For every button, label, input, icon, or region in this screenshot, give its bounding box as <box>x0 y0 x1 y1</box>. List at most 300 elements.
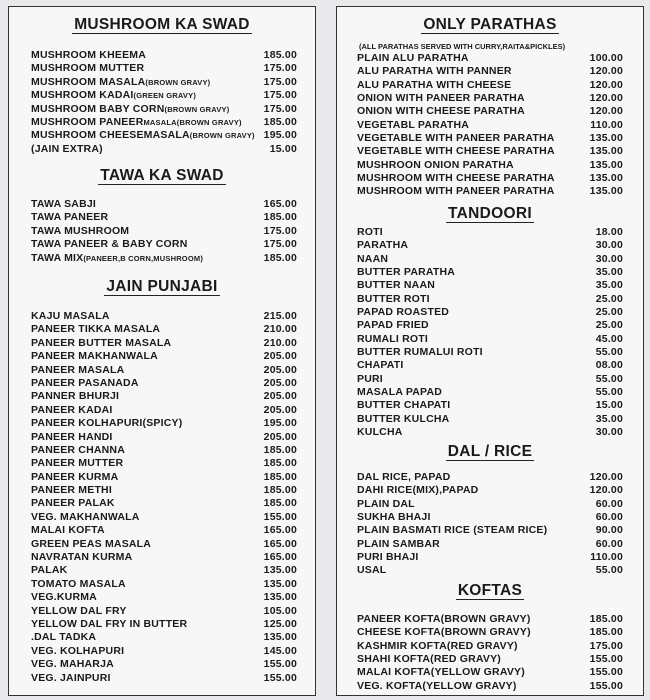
item-list <box>337 52 643 199</box>
section-parathas <box>337 15 643 199</box>
menu-item <box>9 323 315 336</box>
item-name <box>357 266 455 279</box>
item-name <box>31 225 129 238</box>
item-name-text: MUSHROOM CHEESEMASALA <box>31 129 190 142</box>
item-price: 120.00 <box>589 65 623 78</box>
item-price: 55.00 <box>595 346 623 359</box>
section-title: KOFTAS <box>457 582 523 599</box>
menu-item <box>9 62 315 75</box>
item-name-text: ONION WITH PANEER PARATHA <box>357 92 525 105</box>
item-price: 175.00 <box>263 224 297 237</box>
menu-item <box>9 76 315 89</box>
item-name <box>31 377 139 390</box>
menu-item <box>337 105 643 118</box>
item-name <box>357 185 555 198</box>
item-name-text: YELLOW DAL FRY <box>31 604 127 617</box>
item-price: 185.00 <box>263 457 297 470</box>
menu-item <box>9 591 315 604</box>
item-name <box>357 399 450 412</box>
menu-item <box>9 143 315 156</box>
menu-item <box>9 578 315 591</box>
item-name <box>357 524 547 537</box>
menu-item <box>337 471 643 484</box>
menu-item <box>337 119 643 132</box>
item-name-text: PANEER MAKHANWALA <box>31 350 158 363</box>
item-name <box>357 359 404 372</box>
item-name-text: MUSHROOM PANEER <box>31 115 144 128</box>
item-name-text: PANNER BHURJI <box>31 390 120 403</box>
item-price: 145.00 <box>263 644 297 657</box>
item-price: 210.00 <box>263 323 297 336</box>
item-price: 210.00 <box>263 336 297 349</box>
item-name-text: PANEER CHANNA <box>31 443 125 456</box>
item-note: (GREEN GRAVY) <box>133 91 197 101</box>
item-name <box>31 497 115 510</box>
menu-item <box>9 564 315 577</box>
item-name <box>357 279 435 292</box>
item-name-text: PURI BHAJI <box>357 551 419 564</box>
item-name <box>31 143 103 156</box>
item-name-text: ALU PARATHA WITH PANNER <box>357 65 512 78</box>
item-name-text: PANEER HANDI <box>31 430 113 443</box>
item-name-text: MUSHROOM KHEEMA <box>31 49 146 61</box>
item-name <box>31 350 158 363</box>
item-price: 60.00 <box>595 511 623 524</box>
item-name-text: PANEER PALAK <box>31 497 115 510</box>
menu-item <box>9 404 315 417</box>
item-price: 185.00 <box>263 211 297 224</box>
item-name <box>31 457 123 470</box>
item-name-text: PANEER KADAI <box>31 403 113 416</box>
item-name-text: BUTTER KULCHA <box>357 412 450 425</box>
item-name <box>357 386 442 399</box>
menu-item <box>9 364 315 377</box>
menu-item <box>337 564 643 577</box>
item-price: 135.00 <box>263 564 297 577</box>
item-name-text: ONION WITH CHEESE PARATHA <box>357 105 525 118</box>
item-name <box>357 306 449 319</box>
item-name <box>357 346 483 359</box>
item-name <box>31 578 126 591</box>
item-note: (BROWN GRAVY) <box>189 131 255 141</box>
menu-item <box>337 640 643 653</box>
menu-item <box>337 172 643 185</box>
item-price: 155.00 <box>589 653 623 666</box>
item-name <box>357 640 518 653</box>
item-name-text: TAWA PANEER <box>31 211 109 224</box>
menu-item <box>337 145 643 158</box>
menu-item <box>337 293 643 306</box>
item-name-text: KULCHA <box>357 426 403 439</box>
item-price: 175.00 <box>263 89 297 102</box>
item-price: 30.00 <box>595 239 623 252</box>
item-name <box>357 319 429 332</box>
item-price: 185.00 <box>589 613 623 625</box>
item-name <box>31 645 124 658</box>
item-name-text: NAVRATAN KURMA <box>31 551 133 564</box>
menu-item <box>9 417 315 430</box>
menu-item <box>337 484 643 497</box>
item-price: 185.00 <box>263 497 297 510</box>
item-name <box>357 253 388 266</box>
menu-item <box>337 306 643 319</box>
item-name <box>357 239 408 252</box>
menu-item <box>337 266 643 279</box>
item-price: 90.00 <box>595 524 623 537</box>
menu-item <box>337 511 643 524</box>
item-price: 35.00 <box>595 412 623 425</box>
menu-item <box>9 524 315 537</box>
menu-column-left <box>8 6 316 696</box>
item-name-text: BUTTER NAAN <box>357 279 436 292</box>
menu-item <box>9 457 315 470</box>
menu-item <box>337 319 643 332</box>
item-name-text: PANEER BUTTER MASALA <box>31 336 172 349</box>
item-price: 175.00 <box>263 102 297 115</box>
item-name <box>31 310 110 323</box>
item-price: 185.00 <box>589 626 623 639</box>
item-price: 185.00 <box>263 251 297 264</box>
item-price: 205.00 <box>263 390 297 403</box>
item-name <box>357 79 511 92</box>
menu-item <box>9 211 315 224</box>
item-name <box>31 658 114 671</box>
item-name <box>357 498 415 511</box>
item-name <box>357 680 517 693</box>
item-name-text: TAWA SABJI <box>31 198 97 210</box>
item-name-text: PANEER KURMA <box>31 470 119 483</box>
item-name <box>357 484 478 497</box>
menu-item <box>9 116 315 129</box>
item-name-text: PANEER KOLHAPURI(SPICY) <box>31 417 183 430</box>
menu-item <box>337 653 643 666</box>
item-name-text: VEG. MAKHANWALA <box>31 510 140 523</box>
item-name-text: SUKHA BHAJI <box>357 511 431 524</box>
menu-item <box>9 672 315 685</box>
item-name <box>357 105 525 118</box>
item-name-text: MUSHROON ONION PARATHA <box>357 158 514 171</box>
section-title: MUSHROOM KA SWAD <box>74 16 250 33</box>
item-price: 120.00 <box>589 78 623 91</box>
section-title: JAIN PUNJABI <box>106 278 218 295</box>
menu-item <box>9 390 315 403</box>
item-list <box>337 471 643 578</box>
item-price: 60.00 <box>595 537 623 550</box>
item-price: 175.00 <box>263 238 297 251</box>
item-name <box>357 333 428 346</box>
item-name-text: TAWA MUSHROOM <box>31 224 130 237</box>
item-price: 60.00 <box>595 497 623 510</box>
menu-item <box>9 310 315 323</box>
item-price: 55.00 <box>595 564 623 577</box>
item-list <box>337 613 643 693</box>
item-name <box>31 471 118 484</box>
item-price: 205.00 <box>263 430 297 443</box>
menu-item <box>9 551 315 564</box>
item-name-text: MUSHROOM MUTTER <box>31 62 145 75</box>
menu-item <box>9 238 315 251</box>
item-price: 120.00 <box>589 471 623 483</box>
item-list <box>9 310 315 685</box>
item-name-text: TAWA MIX <box>31 251 84 264</box>
item-name <box>357 613 531 626</box>
item-price: 195.00 <box>263 417 297 430</box>
item-price: 135.00 <box>263 631 297 644</box>
item-price: 18.00 <box>595 226 623 238</box>
item-price: 165.00 <box>263 198 297 210</box>
item-price: 155.00 <box>589 666 623 679</box>
menu-item <box>337 333 643 346</box>
item-price: 55.00 <box>595 372 623 385</box>
item-name-text: PALAK <box>31 564 68 577</box>
section-tawa <box>9 166 315 265</box>
item-name-text: PAPAD FRIED <box>357 319 429 332</box>
menu-column-right <box>336 6 644 696</box>
menu-item <box>337 92 643 105</box>
item-list <box>337 226 643 440</box>
item-name-text: GREEN PEAS MASALA <box>31 537 152 550</box>
item-name-text: CHEESE KOFTA(BROWN GRAVY) <box>357 626 531 639</box>
item-name-text: BUTTER PARATHA <box>357 266 456 279</box>
section-title: DAL / RICE <box>447 443 533 460</box>
section-note: (ALL PARATHAS SERVED WITH CURRY,RAITA&PICKLES) <box>359 42 566 51</box>
menu-item <box>337 253 643 266</box>
item-name <box>31 591 97 604</box>
item-name <box>357 511 431 524</box>
item-name <box>357 551 419 564</box>
item-price: 185.00 <box>263 115 297 128</box>
item-name <box>31 431 113 444</box>
item-name-text: VEG. KOFTA(YELLOW GRAVY) <box>357 679 517 692</box>
item-name <box>357 564 386 577</box>
item-note: MASALA(BROWN GRAVY) <box>143 117 242 127</box>
menu-item <box>337 524 643 537</box>
item-price: 155.00 <box>263 658 297 671</box>
item-name <box>31 551 132 564</box>
item-price: 165.00 <box>263 524 297 537</box>
item-name-text: VEG. KOLHAPURI <box>31 644 125 657</box>
item-name <box>31 417 182 430</box>
item-price: 25.00 <box>595 306 623 319</box>
item-name-text: CHAPATI <box>357 359 404 372</box>
menu-item <box>9 471 315 484</box>
item-name-text: PANEER TIKKA MASALA <box>31 323 161 336</box>
item-name-text: .DAL TADKA <box>31 631 97 644</box>
item-name-text: PANEER KOFTA(BROWN GRAVY) <box>357 613 531 625</box>
menu-item <box>337 52 643 65</box>
item-price: 165.00 <box>263 537 297 550</box>
item-name <box>31 211 108 224</box>
item-price: 30.00 <box>595 252 623 265</box>
item-name <box>357 626 531 639</box>
menu-item <box>337 498 643 511</box>
item-name-text: PLAIN SAMBAR <box>357 537 440 550</box>
item-name <box>357 132 555 145</box>
item-price: 195.00 <box>263 129 297 142</box>
item-name-text: BUTTER ROTI <box>357 292 430 305</box>
item-name <box>31 364 124 377</box>
menu-item <box>9 350 315 363</box>
menu-item <box>337 79 643 92</box>
item-name-text: PANEER PASANADA <box>31 376 139 389</box>
item-price: 08.00 <box>595 359 623 372</box>
menu-item <box>337 359 643 372</box>
item-price: 110.00 <box>590 118 623 131</box>
item-price: 185.00 <box>263 443 297 456</box>
item-name-text: NAAN <box>357 252 389 265</box>
item-price: 205.00 <box>263 376 297 389</box>
item-name <box>31 238 187 251</box>
item-name <box>357 52 469 65</box>
item-price: 175.00 <box>263 62 297 75</box>
item-name <box>31 76 210 89</box>
item-price: 205.00 <box>263 350 297 363</box>
item-name-text: (JAIN EXTRA) <box>31 142 103 155</box>
item-list <box>9 49 315 156</box>
menu-item <box>9 444 315 457</box>
section-mushroom <box>9 15 315 156</box>
item-name <box>31 605 127 618</box>
item-price: 135.00 <box>263 591 297 604</box>
item-name <box>357 426 403 439</box>
item-name <box>357 293 430 306</box>
item-price: 205.00 <box>263 403 297 416</box>
menu-item <box>9 89 315 102</box>
menu-item <box>337 386 643 399</box>
item-name-text: MUSHROOM MASALA <box>31 75 146 88</box>
menu-item <box>9 538 315 551</box>
item-price: 185.00 <box>263 484 297 497</box>
item-name <box>31 103 229 116</box>
item-name <box>31 62 144 75</box>
item-price: 45.00 <box>595 332 623 345</box>
menu-item <box>337 239 643 252</box>
item-name <box>31 323 160 336</box>
item-price: 185.00 <box>263 470 297 483</box>
menu-item <box>337 373 643 386</box>
item-name <box>31 484 112 497</box>
item-name-text: KASHMIR KOFTA(RED GRAVY) <box>357 639 518 652</box>
item-name <box>357 373 383 386</box>
section-title: TANDOORI <box>448 205 532 222</box>
item-name <box>357 159 514 172</box>
item-name-text: ROTI <box>357 226 383 238</box>
item-name-text: PLAIN DAL <box>357 497 415 510</box>
item-price: 155.00 <box>263 671 297 684</box>
menu-item <box>9 431 315 444</box>
item-name-text: PANEER MASALA <box>31 363 125 376</box>
item-name <box>357 92 525 105</box>
section-jain-punjabi <box>9 277 315 685</box>
item-price: 15.00 <box>595 399 623 412</box>
item-name-text: DAL RICE, PAPAD <box>357 471 451 483</box>
item-price: 135.00 <box>589 158 623 171</box>
menu-item <box>337 159 643 172</box>
menu-item <box>9 198 315 211</box>
item-name <box>357 413 449 426</box>
menu-item <box>9 511 315 524</box>
menu-item <box>337 132 643 145</box>
menu-item <box>337 65 643 78</box>
item-price: 175.00 <box>263 75 297 88</box>
item-price: 155.00 <box>263 510 297 523</box>
section-tandoori <box>337 204 643 440</box>
item-name <box>31 198 96 211</box>
item-name-text: MUSHROOM KADAI <box>31 89 134 102</box>
item-name <box>31 511 140 524</box>
item-price: 120.00 <box>589 484 623 497</box>
item-name-text: VEG.KURMA <box>31 591 97 604</box>
item-name <box>31 116 242 129</box>
item-name-text: BUTTER RUMALUI ROTI <box>357 346 483 359</box>
section-dal-rice <box>337 442 643 578</box>
item-name-text: USAL <box>357 564 387 577</box>
item-price: 135.00 <box>589 145 623 158</box>
item-name <box>31 631 96 644</box>
menu-item <box>337 426 643 439</box>
item-price: 110.00 <box>590 551 623 564</box>
menu-item <box>337 551 643 564</box>
item-name-text: PLAIN BASMATI RICE (STEAM RICE) <box>357 524 548 537</box>
menu-item <box>337 626 643 639</box>
item-name <box>31 390 119 403</box>
item-price: 135.00 <box>589 185 623 198</box>
menu-item <box>337 413 643 426</box>
item-name <box>31 564 67 577</box>
menu-item <box>337 613 643 626</box>
item-name-text: TOMATO MASALA <box>31 577 126 590</box>
menu-item <box>9 225 315 238</box>
item-price: 15.00 <box>269 142 297 155</box>
menu-item <box>9 103 315 116</box>
section-title: ONLY PARATHAS <box>423 16 557 33</box>
item-price: 175.00 <box>589 639 623 652</box>
item-name-text: MASALA PAPAD <box>357 386 443 399</box>
menu-item <box>9 631 315 644</box>
item-name <box>357 226 383 239</box>
menu-item <box>337 538 643 551</box>
item-price: 105.00 <box>263 604 297 617</box>
item-name-text: SHAHI KOFTA(RED GRAVY) <box>357 653 502 666</box>
menu-item <box>9 377 315 390</box>
item-price: 30.00 <box>595 426 623 439</box>
item-price: 25.00 <box>595 292 623 305</box>
item-name <box>31 129 255 142</box>
item-note: (PANEER,B CORN,MUSHROOM) <box>83 253 204 263</box>
item-name-text: VEG. JAINPURI <box>31 671 111 684</box>
menu-item <box>9 49 315 62</box>
item-price: 120.00 <box>589 105 623 118</box>
item-name <box>31 672 111 685</box>
item-name <box>31 618 187 631</box>
item-price: 205.00 <box>263 363 297 376</box>
item-name-text: RUMALI ROTI <box>357 332 429 345</box>
item-name-text: MUSHROOM WITH PANEER PARATHA <box>357 185 555 198</box>
item-name-text: TAWA PANEER & BABY CORN <box>31 238 188 251</box>
item-price: 120.00 <box>589 92 623 105</box>
item-name-text: YELLOW DAL FRY IN BUTTER <box>31 617 188 630</box>
item-name-text: BUTTER CHAPATI <box>357 399 451 412</box>
item-name <box>31 538 151 551</box>
item-name <box>31 49 146 62</box>
item-price: 165.00 <box>263 551 297 564</box>
item-name-text: KAJU MASALA <box>31 310 110 322</box>
item-price: 125.00 <box>263 617 297 630</box>
section-title: TAWA KA SWAD <box>100 167 224 184</box>
item-name-text: VEGETABLE WITH PANEER PARATHA <box>357 132 555 145</box>
item-name-text: PURI <box>357 372 383 385</box>
item-name-text: PANEER MUTTER <box>31 457 124 470</box>
